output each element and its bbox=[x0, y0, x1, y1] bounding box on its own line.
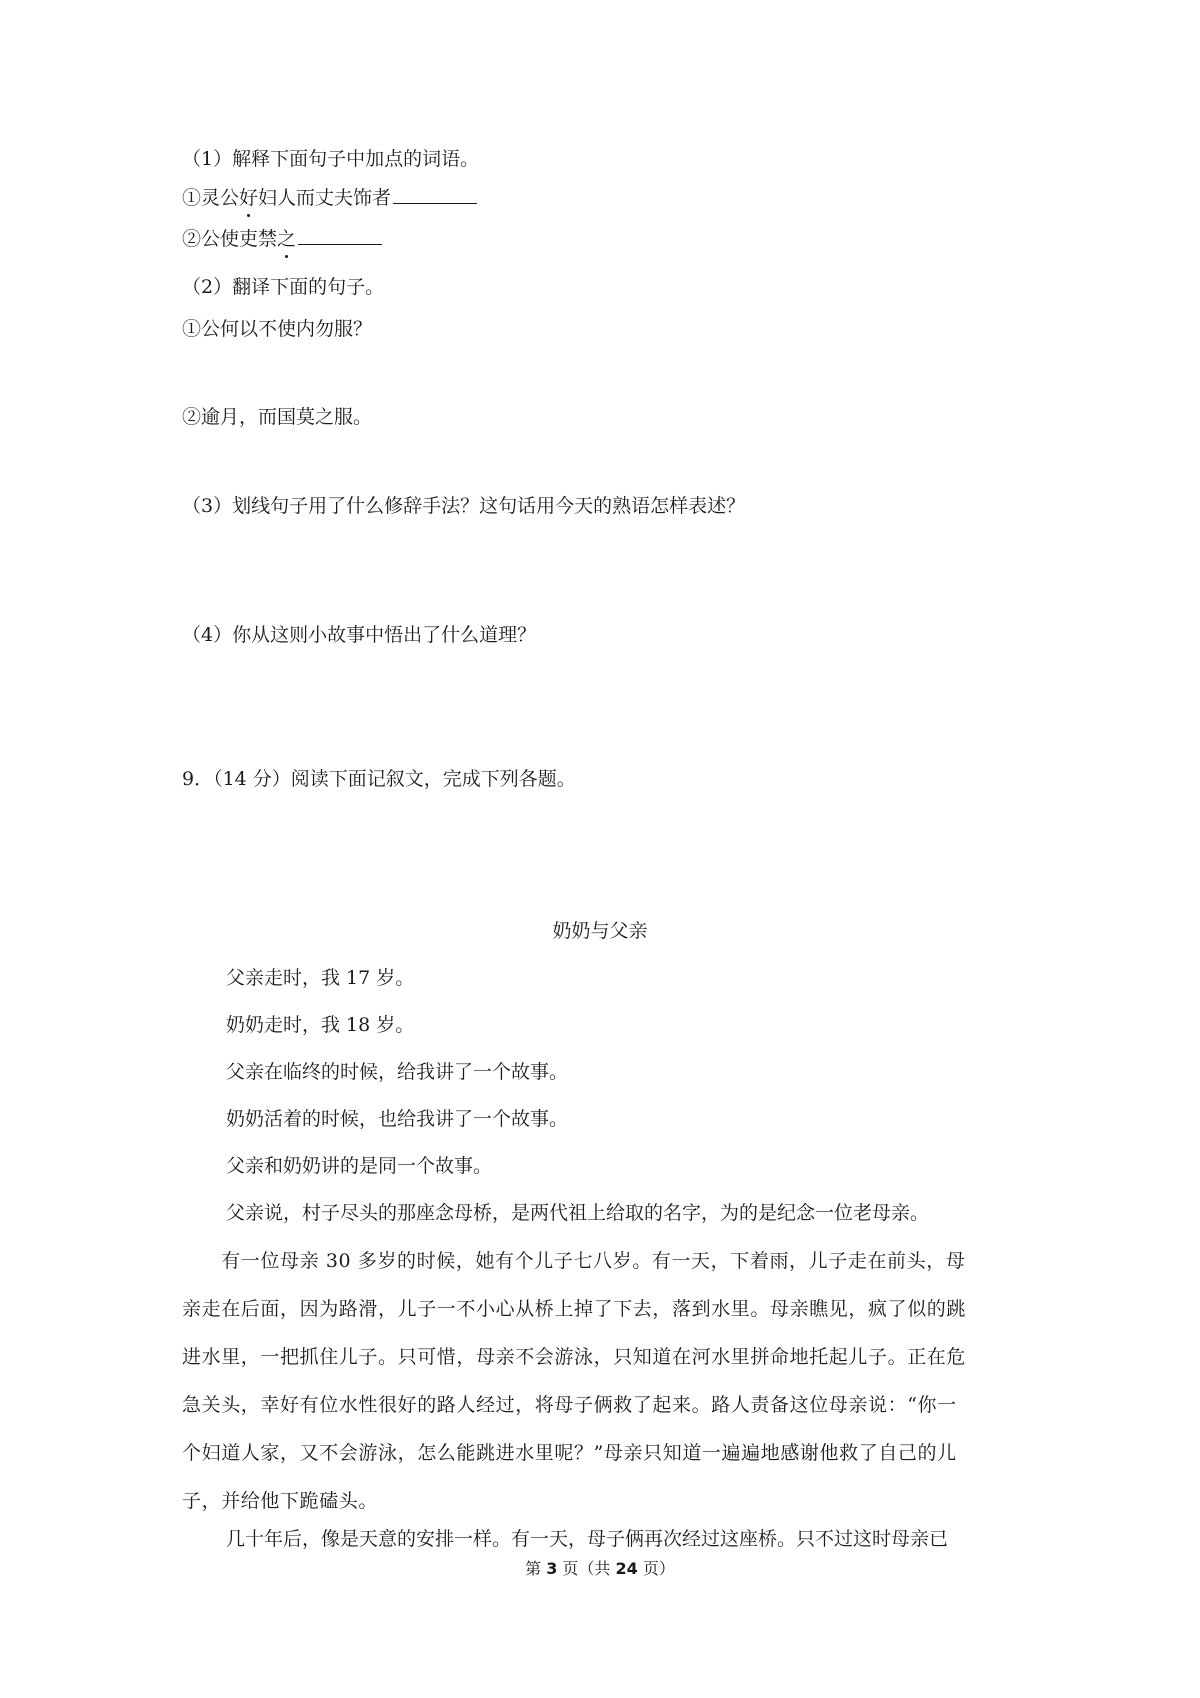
question-1-item-a-text-rest: 妇人而丈夫饰者 bbox=[258, 187, 392, 209]
footer-text: 页） bbox=[637, 1559, 675, 1578]
article-paragraph-story bbox=[182, 1237, 1024, 1525]
question-4-prompt: （4）你从这则小故事中悟出了什么道理？ bbox=[182, 624, 537, 646]
article-paragraph: 父亲走时，我 17 岁。 bbox=[226, 967, 415, 989]
article-paragraph: 奶奶走时，我 18 岁。 bbox=[226, 1014, 415, 1036]
page-footer bbox=[0, 1557, 1200, 1581]
question-2-prompt: （2）翻译下面的句子。 bbox=[182, 276, 385, 298]
page-number: 3 bbox=[546, 1559, 558, 1578]
footer-text: 页（共 bbox=[557, 1559, 616, 1578]
question-1-item-b-text: ②公使吏禁 bbox=[182, 228, 278, 250]
dotted-word: 之 bbox=[277, 224, 296, 254]
paragraph-line: 亲走在后面，因为路滑，儿子一不小心从桥上掉了下去，落到水里。母亲瞧见，疯了似的跳 bbox=[182, 1298, 967, 1320]
paragraph-line: 子，并给他下跪磕头。 bbox=[182, 1490, 379, 1512]
answer-blank[interactable] bbox=[393, 185, 477, 204]
article-paragraph: 父亲和奶奶讲的是同一个故事。 bbox=[226, 1155, 493, 1177]
paragraph-line: 有一位母亲 30 多岁的时候，她有个儿子七八岁。有一天，下着雨，儿子走在前头，母 bbox=[182, 1250, 966, 1272]
article-paragraph: 父亲说，村子尽头的那座念母桥，是两代祖上给取的名字，为的是纪念一位老母亲。 bbox=[226, 1202, 930, 1224]
question-9-heading: 9．（14 分）阅读下面记叙文，完成下列各题。 bbox=[182, 768, 576, 790]
article-paragraph: 父亲在临终的时候，给我讲了一个故事。 bbox=[226, 1061, 569, 1083]
answer-blank[interactable] bbox=[298, 226, 382, 245]
article-paragraph: 几十年后，像是天意的安排一样。有一天，母子俩再次经过这座桥。只不过这时母亲已 bbox=[226, 1528, 949, 1550]
question-3-prompt: （3）划线句子用了什么修辞手法？这句话用今天的熟语怎样表述？ bbox=[182, 495, 746, 517]
paragraph-line: 进水里，一把抓住儿子。只可惜，母亲不会游泳，只知道在河水里拼命地托起儿子。正在危 bbox=[182, 1346, 967, 1368]
question-2-item-a: ①公何以不使内勿服？ bbox=[182, 318, 373, 340]
paragraph-line: 急关头，幸好有位水性很好的路人经过，将母子俩救了起来。路人责备这位母亲说：“你一 bbox=[182, 1394, 957, 1416]
article-paragraph: 奶奶活着的时候，也给我讲了一个故事。 bbox=[226, 1108, 569, 1130]
dotted-word: 好 bbox=[239, 183, 258, 213]
question-2-item-b: ②逾月，而国莫之服。 bbox=[182, 406, 373, 428]
question-1-prompt: （1）解释下面句子中加点的词语。 bbox=[182, 148, 480, 170]
question-1-item-a bbox=[182, 183, 477, 213]
article-title: 奶奶与父亲 bbox=[552, 920, 648, 942]
question-1-item-a-text: ①灵公 bbox=[182, 187, 240, 209]
footer-text: 第 bbox=[525, 1559, 547, 1578]
question-1-item-b bbox=[182, 224, 382, 254]
paragraph-line: 个妇道人家，又不会游泳，怎么能跳进水里呢？”母亲只知道一遍遍地感谢他救了自己的儿 bbox=[182, 1442, 957, 1464]
page-total: 24 bbox=[615, 1559, 638, 1578]
